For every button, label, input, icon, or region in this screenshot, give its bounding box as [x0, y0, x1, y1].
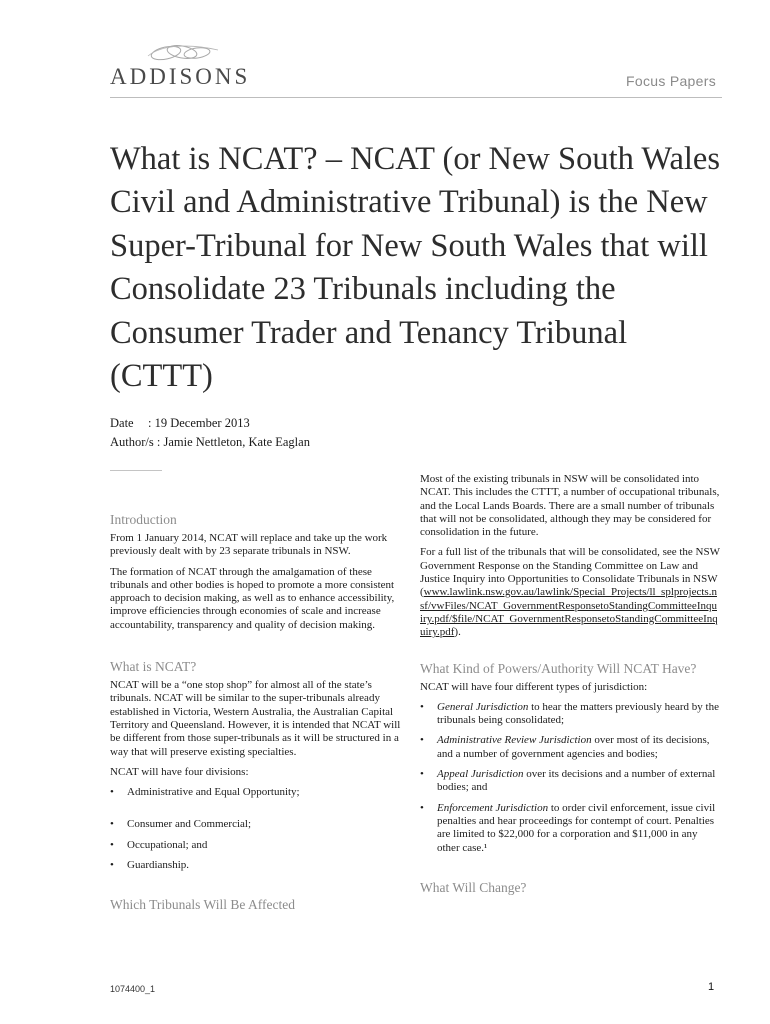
what-is-ncat-heading: What is NCAT? — [110, 659, 197, 675]
division-label: Guardianship. — [127, 859, 190, 872]
what-will-change-heading: What Will Change? — [420, 879, 527, 895]
bullet-icon: • — [110, 838, 114, 851]
bullet-icon: • — [110, 818, 114, 831]
right-column — [420, 473, 720, 900]
full-list-paragraph — [420, 546, 720, 639]
section-label: Focus Papers — [626, 73, 716, 89]
full-list-text: For a full list of the tribunals that will be consolidated, see the NSW Government Response on the Standing Committee on Law and Justice Inquiry into Opportunities to Consolidate Tribunals in NSW — [420, 546, 720, 586]
division-label: Administrative and Equal Opportunity; — [127, 786, 300, 799]
meta-divider — [110, 470, 162, 471]
jurisdiction-term: Appeal Jurisdiction — [437, 768, 524, 781]
jurisdiction-desc: over most of its decisions, and a number of government agencies and bodies; — [437, 734, 710, 760]
jurisdiction-term: Administrative Review Jurisdiction — [437, 734, 592, 747]
bullet-icon: • — [110, 786, 114, 799]
powers-intro: NCAT will have four different types of jurisdiction: — [420, 680, 648, 693]
date-value: : 19 December 2013 — [148, 416, 250, 430]
link-close-paren: ). — [454, 626, 461, 639]
division-item — [110, 859, 410, 872]
bullet-icon: • — [420, 801, 424, 814]
division-item — [110, 818, 410, 831]
authors-label: Author/s — [110, 435, 154, 449]
bullet-icon: • — [110, 859, 114, 872]
intro-paragraph-2: The formation of NCAT through the amalgamation of these tribunals and other bodies is hoped to promote a more consistent approach to decision making, as well as to enhance accessibility, improve efficiencies through economies of scale and increase accountability, transparency and quality of decision making. — [110, 565, 395, 631]
intro-paragraph-1: From 1 January 2014, NCAT will replace and take up the work previously dealt with by 23 separate tribunals in NSW. — [110, 532, 388, 558]
division-label: Occupational; and — [127, 838, 208, 851]
division-label: Consumer and Commercial; — [127, 818, 252, 831]
link-open-paren: ( — [420, 586, 424, 599]
jurisdiction-desc: over its decisions and a number of external bodies; and — [437, 768, 716, 794]
which-tribunals-heading: Which Tribunals Will Be Affected — [110, 897, 295, 913]
jurisdiction-item — [420, 701, 720, 728]
document-meta — [110, 414, 310, 452]
bullet-icon: • — [420, 700, 424, 713]
bullet-icon: • — [420, 768, 424, 781]
nsw-government-response-link[interactable]: www.lawlink.nsw.gov.au/lawlink/Special_Projects/ll_splprojects.nsf/vwFiles/NCAT_GovernmentResponsetoStandingCommitteeInquiry.pdf/$file/NCAT_GovernmentResponsetoStandingCommitteeInquiry.pdf — [420, 586, 718, 639]
date-row — [110, 414, 310, 433]
date-label: Date — [110, 416, 134, 430]
document-id: 1074400_1 — [110, 984, 156, 994]
jurisdiction-term: Enforcement Jurisdiction — [437, 801, 549, 814]
powers-heading: What Kind of Powers/Authority Will NCAT Have? — [420, 660, 697, 676]
consolidation-paragraph: Most of the existing tribunals in NSW will be consolidated into NCAT. This includes the CTTT, a number of occupational tribunals, and the Local Lands Boards. There are a small number of tribunals that will not be consolidated, although they may be considered for consolidation in the future. — [420, 473, 720, 539]
brand-wordmark: ADDISONS — [110, 64, 251, 89]
bullet-icon: • — [420, 734, 424, 747]
page-title: What is NCAT? – NCAT (or New South Wales Civil and Administrative Tribunal) is the New Super-Tribunal for New South Wales that will Consolidate 23 Tribunals including the Consumer Trader and Tenancy Tribunal (CTTT) — [110, 141, 721, 395]
left-column — [110, 512, 410, 917]
jurisdiction-desc: to order civil enforcement, issue civil penalties and hear proceedings for contempt of court. Penalties are limited to $22,000 for a corporation and $11,000 in any other case.¹ — [437, 801, 716, 854]
division-item — [110, 839, 410, 852]
intro-heading: Introduction — [110, 512, 177, 527]
division-item — [110, 786, 410, 799]
jurisdiction-item — [420, 802, 720, 855]
authors-row — [110, 433, 310, 452]
jurisdiction-term: General Jurisdiction — [437, 700, 529, 713]
authors-value: : Jamie Nettleton, Kate Eaglan — [156, 435, 310, 449]
header-divider — [110, 97, 722, 98]
page-number: 1 — [708, 981, 715, 993]
what-is-ncat-paragraph-2: NCAT will have four divisions: — [110, 765, 249, 778]
what-is-ncat-paragraph-1: NCAT will be a “one stop shop” for almost all of the state’s tribunals. NCAT will be similar to the super-tribunals already established in Victoria, Western Australia, the Australian Capital Territory and Queensland. However, it is intended that NCAT will be different from those super-tribunals as it will be structured in a way that will preserve existing specialties. — [110, 679, 401, 758]
jurisdiction-desc: to hear the matters previously heard by the tribunals being consolidated; — [437, 700, 719, 727]
jurisdiction-item — [420, 734, 720, 761]
jurisdiction-item — [420, 768, 720, 795]
ornamental-rings-icon — [142, 40, 222, 64]
